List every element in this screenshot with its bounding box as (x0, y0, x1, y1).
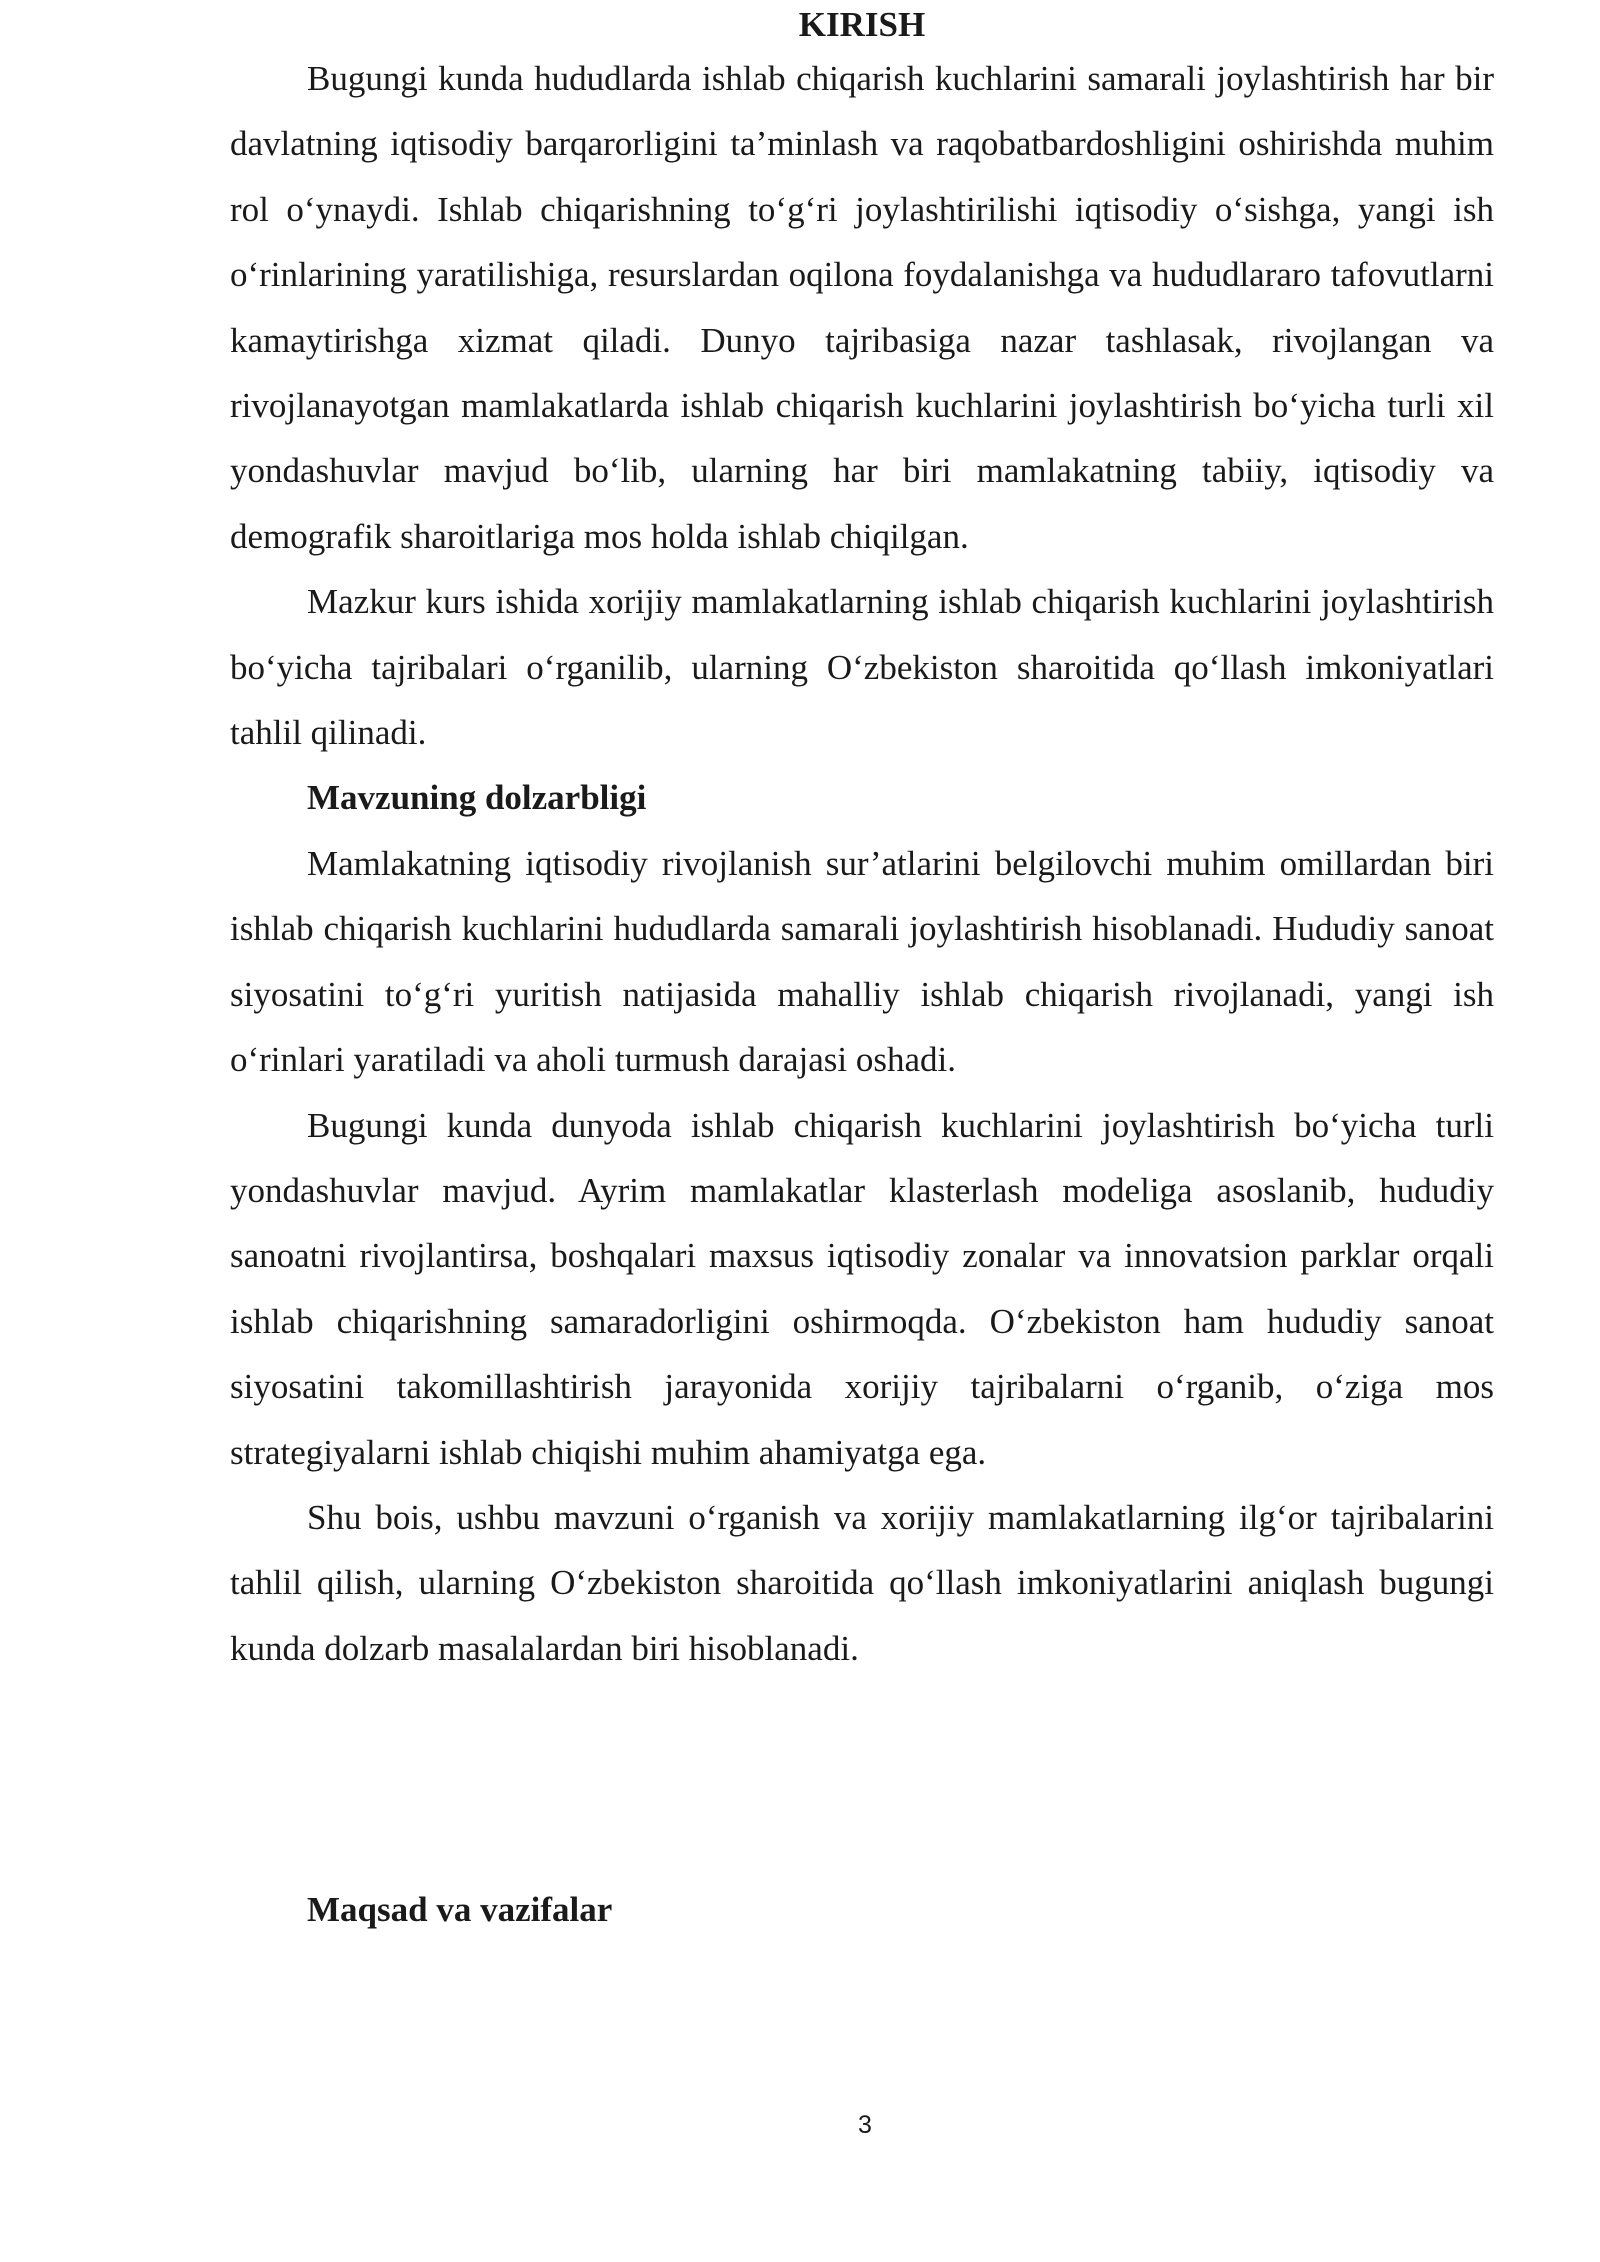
page-title: KIRISH (798, 5, 926, 44)
intro-paragraph-2: Mazkur kurs ishida xorijiy mamlakatlarning ishlab chiqarish kuchlarini joylashtirish bo‘yicha tajribalari o‘rganilib, ularning O‘zbekiston sharoitida qo‘llash imkoniyatlari tahlil qilinadi. (230, 582, 1494, 753)
relevance-paragraph-2: Bugungi kunda dunyoda ishlab chiqarish kuchlarini joylashtirish bo‘yicha turli yondashuvlar mavjud. Ayrim mamlakatlar klasterlash modeliga asoslanib, hududiy sanoatni rivojlantirsa, boshqalari maxsus iqtisodiy zonalar va innovatsion parklar orqali ishlab chiqarishning samaradorligini oshirmoqda. O‘zbekiston ham hududiy sanoat siyosatini takomillashtirish jarayonida xorijiy tajribalarni o‘rganib, o‘ziga mos strategiyalarni ishlab chiqishi muhim ahamiyatga ega. (230, 1105, 1494, 1472)
intro-paragraph-1: Bugungi kunda hududlarda ishlab chiqarish kuchlarini samarali joylashtirish har bir davlatning iqtisodiy barqarorligini ta’minlash va raqobatbardoshligini oshirishda muhim rol o‘ynaydi. Ishlab chiqarishning to‘g‘ri joylashtirilishi iqtisodiy o‘sishga, yangi ish o‘rinlarining yaratilishiga, resurslardan oqilona foydalanishga va hududlararo tafovutlarni kamaytirishga xizmat qiladi. Dunyo tajribasiga nazar tashlasak, rivojlangan va rivojlanayotgan mamlakatlarda ishlab chiqarish kuchlarini joylashtirish bo‘yicha turli xil yondashuvlar mavjud bo‘lib, ularning har biri mamlakatning tabiiy, iqtisodiy va demografik sharoitlariga mos holda ishlab chiqilgan. (230, 59, 1494, 556)
relevance-paragraph-3: Shu bois, ushbu mavzuni o‘rganish va xorijiy mamlakatlarning ilg‘or tajribalarini tahlil qilish, ularning O‘zbekiston sharoitida qo‘llash imkoniyatlarini aniqlash bugungi kunda dolzarb masalalardan biri hisoblanadi. (230, 1497, 1494, 1668)
section-heading-goals: Maqsad va vazifalar (307, 1890, 613, 1930)
page-content (230, 0, 1494, 1943)
blank-space (230, 1681, 1494, 1877)
section-heading-relevance: Mavzuning dolzarbligi (307, 778, 647, 818)
relevance-paragraph-1: Mamlakatning iqtisodiy rivojlanish sur’atlarini belgilovchi muhim omillardan biri ishlab chiqarish kuchlarini hududlarda samarali joylashtirish hisoblanadi. Hududiy sanoat siyosatini to‘g‘ri yuritish natijasida mahalliy ishlab chiqarish rivojlanadi, yangi ish o‘rinlari yaratiladi va aholi turmush darajasi oshadi. (230, 843, 1494, 1080)
page-number: 3 (858, 2111, 872, 2139)
